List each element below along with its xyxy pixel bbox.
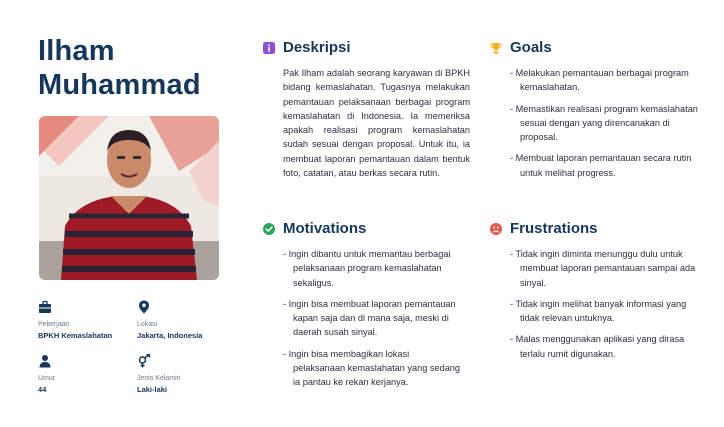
info-umur-label: Umur [38, 375, 56, 382]
frustrations-item: - Malas menggunakan aplikasi yang dirasa terlalu rumit digunakan. [510, 332, 700, 361]
info-lokasi-label: Lokasi [137, 321, 158, 328]
info-pekerjaan [38, 300, 112, 341]
frustrations-heading [490, 220, 598, 237]
goals-item: - Melakukan pemantauan berbagai program kemaslahatan. [510, 66, 700, 95]
motivations-title: Motivations [283, 220, 367, 237]
location-pin-icon [137, 300, 151, 314]
info-gender-value: Laki-laki [137, 385, 168, 394]
motivations-item: - Ingin bisa membagikan lokasi pelaksanaan kemaslahatan yang sedang ia pantau ke rekan kerjanya. [283, 347, 463, 390]
briefcase-icon [38, 300, 52, 314]
goals-item: - Memastikan realisasi program kemaslahatan sesuai dengan yang direncanakan di proposal. [510, 102, 700, 145]
info-lokasi [137, 300, 202, 341]
persona-photo-illustration [39, 116, 219, 280]
info-pekerjaan-value: BPKH Kemaslahatan [38, 331, 113, 340]
motivations-heading [263, 220, 366, 237]
frustrations-item: - Tidak ingin melihat banyak informasi yang tidak relevan untuknya. [510, 297, 700, 326]
persona-name-last: Muhammad [38, 69, 201, 101]
frustrations-list [510, 247, 700, 368]
trophy-icon [490, 42, 502, 54]
info-umur-value: 44 [38, 385, 47, 394]
goals-item: - Membuat laporan pemantauan secara rutin untuk melihat progress. [510, 151, 700, 180]
motivations-list [283, 247, 463, 397]
goals-heading [490, 39, 552, 56]
info-pekerjaan-label: Pekerjaan [38, 321, 70, 328]
goals-list [510, 66, 700, 187]
persona-name-first: Ilham [38, 35, 115, 67]
deskripsi-heading [263, 39, 351, 56]
motivations-item: - Ingin dibantu untuk memantau berbagai pelaksanaan program kemaslahatan sekaligus. [283, 247, 463, 290]
person-icon [38, 354, 52, 368]
info-lokasi-value: Jakarta, Indonesia [137, 331, 203, 340]
deskripsi-text: Pak Ilham adalah seorang karyawan di BPKH bidang kemaslahatan. Tugasnya melakukan pemantauan pelaksanaan berbagai program kemaslahatan di Indonesia. Ia memeriksa apakah realisasi program kemaslahatan sudah sesuai dengan proposal. Untuk itu, ia membuat laporan pemantauan dalam bentuk foto, catatan, atau berkas secara rutin. [283, 68, 470, 179]
persona-name [38, 34, 201, 102]
frustrations-item: - Tidak ingin diminta menunggu dulu untuk membuat laporan pemantauan sampai ada sinyal. [510, 247, 700, 290]
info-umur [38, 354, 55, 395]
info-icon [263, 42, 275, 54]
frustrations-title: Frustrations [510, 220, 598, 237]
sad-face-icon [490, 223, 502, 235]
info-gender [137, 354, 181, 395]
gender-icon [137, 354, 151, 368]
check-circle-icon [263, 223, 275, 235]
deskripsi-title: Deskripsi [283, 39, 351, 56]
persona-photo [39, 116, 219, 280]
motivations-item: - Ingin bisa membuat laporan pemantauan kapan saja dan di mana saja, meski di daerah susah sinyal. [283, 297, 463, 340]
info-gender-label: Jenis Kelamin [137, 375, 181, 382]
goals-title: Goals [510, 39, 552, 56]
